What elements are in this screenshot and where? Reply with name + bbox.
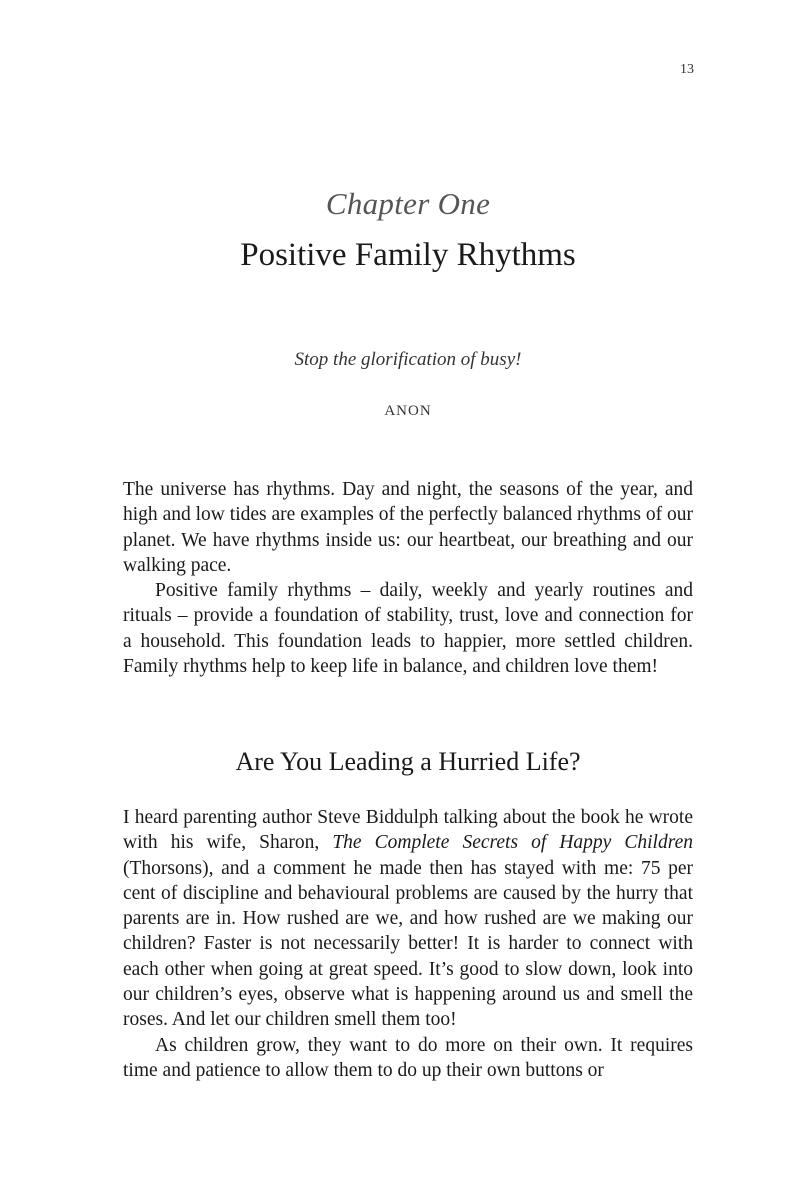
- epigraph-quote: Stop the glorification of busy!: [294, 349, 522, 370]
- section-text: [123, 805, 693, 1083]
- section-paragraph-2: As children grow, they want to do more on their own. It requires time and patience to allow them to do up their own buttons or: [123, 1034, 693, 1081]
- section-paragraph-1: [123, 805, 693, 1033]
- epigraph-attribution: ANON: [384, 403, 432, 419]
- page-number: 13: [680, 62, 694, 77]
- section-paragraph-1-rest: (Thorsons), and a comment he made then has stayed with me: 75 per cent of discipline and behavioural problems are caused by the hurry that parents are in. How rushed are we, and how rushed are we making our children? Faster is not necessarily better! It is harder to connect with each other when going at great speed. It’s good to slow down, look into our children’s eyes, observe what is happening around us and smell the roses. And let our children smell them too!: [123, 857, 693, 1031]
- chapter-title: Positive Family Rhythms: [240, 237, 576, 273]
- section-paragraph-1-lead: I heard parenting author Steve Biddulph talking about the book he wrote with his wife, Sharon,: [123, 807, 693, 854]
- book-title: The Complete Secrets of Happy Children: [332, 832, 693, 854]
- intro-paragraph-2: Positive family rhythms – daily, weekly and yearly routines and rituals – provide a foundation of stability, trust, love and connection for a household. This foundation leads to happier, more settled children. Family rhythms help to keep life in balance, and children love them!: [123, 580, 693, 678]
- chapter-label: Chapter One: [325, 186, 491, 221]
- section-heading: Are You Leading a Hurried Life?: [235, 747, 581, 776]
- intro-paragraph-1: The universe has rhythms. Day and night, the seasons of the year, and high and low tides are examples of the perfectly balanced rhythms of our planet. We have rhythms inside us: our heartbeat, our breathing and our walking pace.: [123, 479, 693, 576]
- intro-text: [123, 477, 693, 679]
